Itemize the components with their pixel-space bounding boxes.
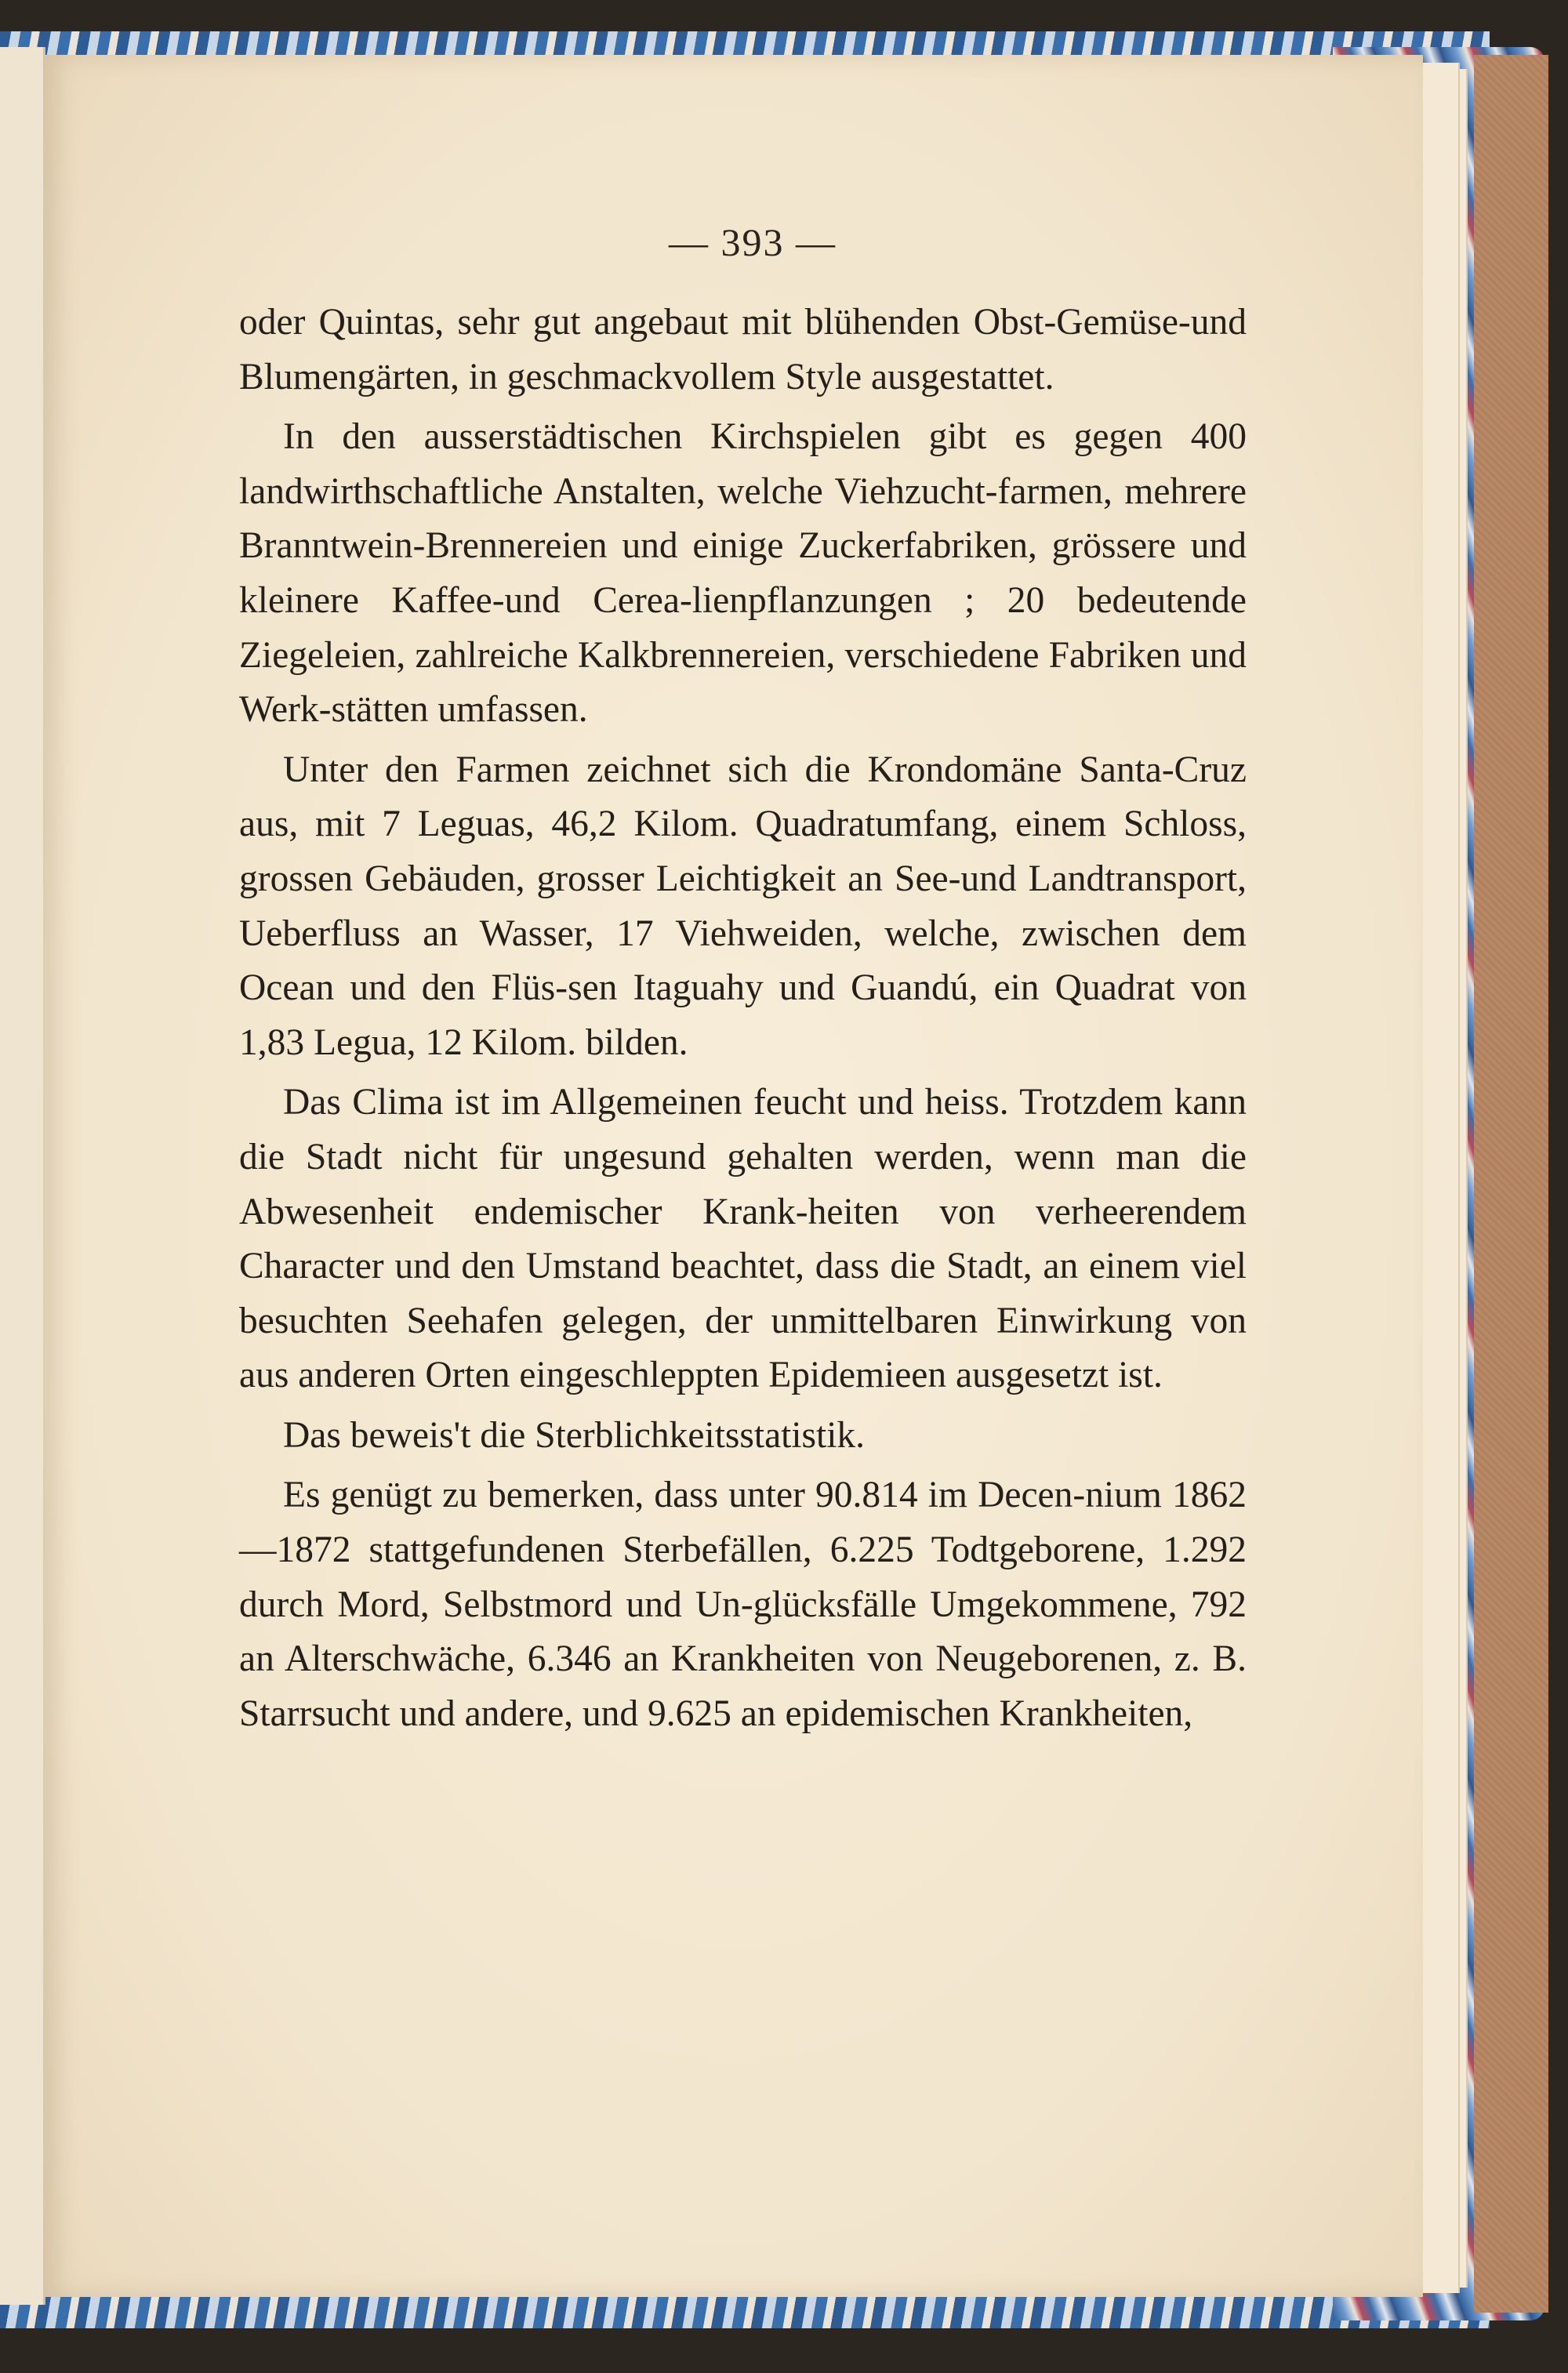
- book-cover-bottom: [0, 2297, 1490, 2328]
- paragraph: Das beweis't die Sterblichkeitsstatistik.: [283, 1414, 866, 1456]
- page-number: — 393 —: [669, 220, 837, 264]
- paragraph: In den ausserstädtischen Kirchspielen gibt es gegen 400 landwirthschaftliche Anstalten, welche Viehzucht-farmen, mehrere Branntwein-Brennereien und einige Zuckerfabriken, grössere und kleinere Kaffee-und Cerea-lienpflanzungen ; 20 bedeutende Ziegeleien, zahlreiche Kalkbrennereien, verschiedene Fabriken und Werk-stätten umfassen.: [239, 416, 1247, 731]
- page-text: [239, 296, 1247, 1747]
- left-page-stub: [0, 47, 45, 2305]
- paragraph: Es genügt zu bemerken, dass unter 90.814 im Decen-nium 1862—1872 stattgefundenen Sterbefällen, 6.225 Todtgeborene, 1.292 durch Mord, Selbstmord und Un-glücksfälle Umgekommene, 792 an Alterschwäche, 6.346 an Krankheiten von Neugeborenen, z. B. Starrsucht und andere, und 9.625 an epidemischen Krankheiten,: [239, 1475, 1247, 1734]
- book-cover-edge: [1474, 55, 1548, 2313]
- paragraph: Das Clima ist im Allgemeinen feucht und heiss. Trotzdem kann die Stadt nicht für ungesund gehalten werden, wenn man die Abwesenheit endemischer Krank-heiten von verheerendem Character und den Umstand beachtet, dass die Stadt, an einem viel besuchten Seehafen gelegen, der unmittelbaren Einwirkung von aus anderen Orten eingeschleppten Epidemieen ausgesetzt ist.: [239, 1082, 1247, 1396]
- paragraph: Unter den Farmen zeichnet sich die Krondomäne Santa-Cruz aus, mit 7 Leguas, 46,2 Kilom. Quadratumfang, einem Schloss, grossen Gebäuden, grosser Leichtigkeit an See-und Landtransport, Ueberfluss an Wasser, 17 Viehweiden, welche, zwischen dem Ocean und den Flüs-sen Itaguahy und Guandú, ein Quadrat von 1,83 Legua, 12 Kilom. bilden.: [239, 749, 1247, 1063]
- paragraph: oder Quintas, sehr gut angebaut mit blühenden Obst-Gemüse-und Blumengärten, in geschmackvollem Style ausgestattet.: [239, 302, 1247, 397]
